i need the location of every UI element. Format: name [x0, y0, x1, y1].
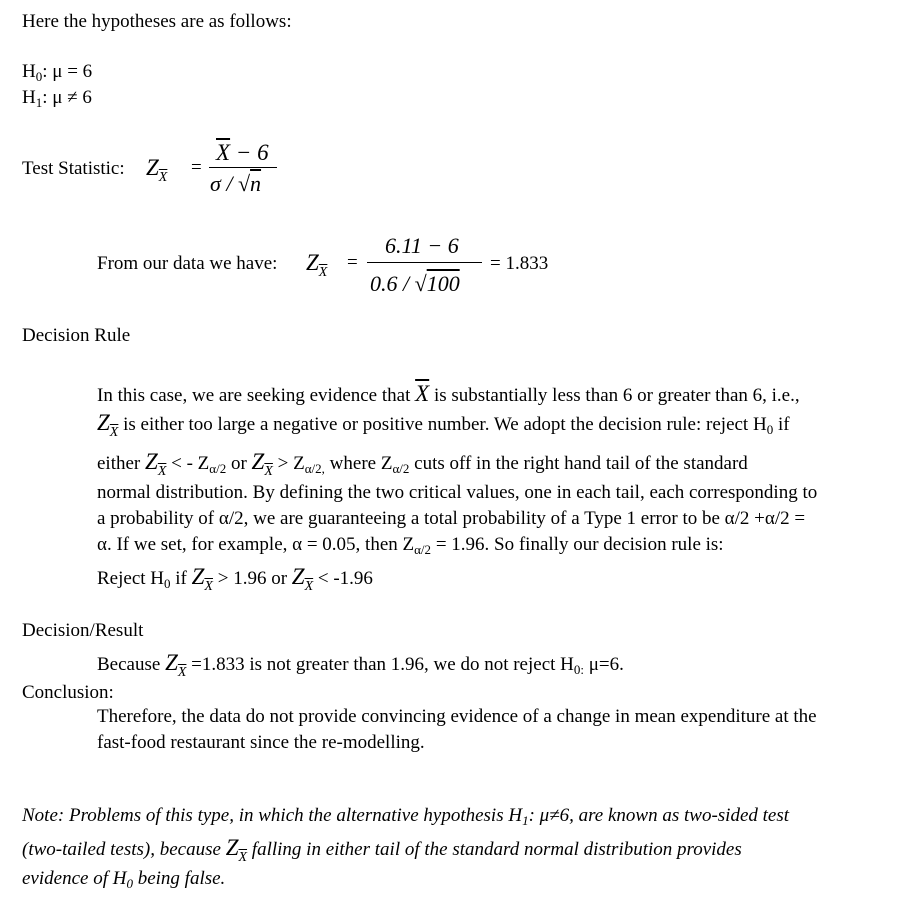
text-segment: (two-tailed tests), because	[22, 839, 226, 860]
text-segment: α. If we set, for example, α = 0.05, then Z	[97, 534, 415, 555]
decision-rule-line-2	[97, 410, 790, 440]
h1-subscript: 1	[522, 813, 529, 828]
text-segment: is substantially less than 6 or greater than 6, i.e.,	[429, 385, 800, 406]
x-bar-symbol: $\overline{X}$	[415, 381, 430, 406]
z-symbol: Z	[145, 449, 158, 474]
text-segment: either	[97, 453, 146, 474]
text-segment: Reject H	[97, 568, 165, 589]
text-segment: is either too large a negative or positive number. We adopt the decision rule: reject H	[118, 414, 767, 435]
alpha-subscript: α/2	[209, 461, 227, 476]
h0-subscript: 0	[766, 422, 774, 437]
z-symbol: Z	[251, 449, 265, 474]
h0-subscript: 0	[126, 876, 133, 891]
h1-subscript: 1	[35, 95, 43, 110]
decision-rule-line-6	[97, 535, 724, 556]
decision-rule-line-4: normal distribution. By defining the two critical values, one in each tail, each corresponding to	[97, 482, 818, 503]
text-segment: Because	[97, 654, 166, 675]
decision-rule-line-1	[97, 381, 800, 407]
text-segment: > 1.96 or	[212, 568, 292, 589]
z-symbol: Z	[97, 410, 110, 435]
text-segment: where Z	[324, 453, 393, 474]
computation-label: From our data we have:	[97, 253, 278, 274]
sigma-over-root: σ / √	[210, 171, 251, 196]
formula-numerator	[216, 140, 269, 165]
h1-statement: : μ ≠ 6	[42, 87, 92, 108]
text-segment: being false.	[132, 868, 226, 889]
x-bar-subscript: X	[177, 665, 187, 680]
computation-lhs	[306, 250, 328, 280]
conclusion-heading: Conclusion:	[22, 682, 114, 703]
alpha-subscript: α/2,	[304, 461, 325, 476]
fraction-bar	[209, 167, 277, 168]
h0-subscript: 0:	[573, 662, 584, 677]
decision-rule-line-7	[97, 564, 373, 594]
equals-sign: =	[191, 157, 202, 178]
conclusion-line-1: Therefore, the data do not provide convincing evidence of a change in mean expenditure at the	[97, 706, 817, 727]
text-segment: evidence of H	[22, 868, 127, 889]
note-line-1	[22, 806, 789, 827]
text-segment: Note: Problems of this type, in which the alternative hypothesis H	[22, 805, 523, 826]
text-segment: falling in either tail of the standard normal distribution provides	[247, 839, 742, 860]
x-bar-subscript: X	[158, 170, 168, 185]
test-statistic-label: Test Statistic:	[22, 158, 125, 179]
decision-result-heading: Decision/Result	[22, 620, 144, 641]
h1-label: H	[22, 87, 36, 108]
computation-denominator	[370, 272, 460, 296]
h0-subscript: 0	[35, 69, 43, 84]
note-line-2	[22, 835, 742, 865]
text-segment: cuts off in the right hand tail of the standard	[409, 453, 748, 474]
computation-numerator: 6.11 − 6	[385, 233, 459, 258]
intro-text: Here the hypotheses are as follows:	[22, 11, 292, 32]
formula-denominator	[210, 172, 261, 196]
text-segment: μ=6.	[584, 654, 624, 675]
text-segment: < - Z	[166, 453, 210, 474]
decision-rule-heading: Decision Rule	[22, 325, 131, 346]
test-statistic-lhs	[146, 155, 168, 185]
text-segment: In this case, we are seeking evidence that	[97, 385, 416, 406]
z-symbol: Z	[291, 564, 305, 589]
x-bar-subscript: X	[109, 425, 119, 440]
text-segment: : μ≠6, are known as two-sided test	[528, 805, 790, 826]
root-100: 100	[426, 271, 460, 296]
z-symbol: Z	[191, 564, 205, 589]
x-bar-subscript: X	[264, 464, 273, 479]
text-segment: > Z	[272, 453, 305, 474]
conclusion-line-2: fast-food restaurant since the re-modelling.	[97, 732, 425, 753]
decision-result-text	[97, 650, 624, 680]
alpha-subscript: α/2	[392, 461, 410, 476]
h0-subscript: 0	[164, 576, 171, 591]
text-segment: if	[170, 568, 192, 589]
x-bar-subscript: X	[157, 464, 167, 479]
text-segment: if	[773, 414, 790, 435]
z-symbol: Z	[225, 835, 239, 860]
x-bar-subscript: X	[304, 579, 314, 594]
alpha-subscript: α/2	[414, 542, 432, 557]
equals-sign: =	[347, 252, 358, 273]
text-segment: =1.833 is not greater than 1.96, we do not reject H	[186, 654, 574, 675]
computation-result: = 1.833	[490, 253, 549, 274]
root-n: n	[250, 171, 262, 196]
text-segment: = 1.96. So finally our decision rule is:	[431, 534, 724, 555]
x-bar-symbol: $\overline{X}$	[216, 140, 231, 165]
h0-label: H	[22, 61, 36, 82]
h0-statement: : μ = 6	[42, 61, 93, 82]
text-segment: or	[226, 453, 252, 474]
decision-rule-line-5: a probability of α/2, we are guaranteeing a total probability of a Type 1 error to be α/2 +α/2 =	[97, 508, 806, 529]
decision-rule-line-3	[97, 449, 748, 479]
note-line-3	[22, 869, 225, 890]
null-hypothesis	[22, 62, 92, 83]
fraction-bar	[367, 262, 482, 263]
z-symbol: Z	[306, 250, 319, 275]
alternative-hypothesis	[22, 88, 92, 109]
x-bar-subscript: X	[238, 850, 248, 865]
z-symbol: Z	[146, 155, 159, 180]
denominator-left: 0.6 / √	[370, 271, 427, 296]
z-symbol: Z	[165, 650, 178, 675]
x-bar-subscript: X	[318, 265, 328, 280]
x-bar-subscript: X	[204, 579, 213, 594]
numerator-minus-six: − 6	[230, 140, 269, 165]
text-segment: < -1.96	[313, 568, 373, 589]
